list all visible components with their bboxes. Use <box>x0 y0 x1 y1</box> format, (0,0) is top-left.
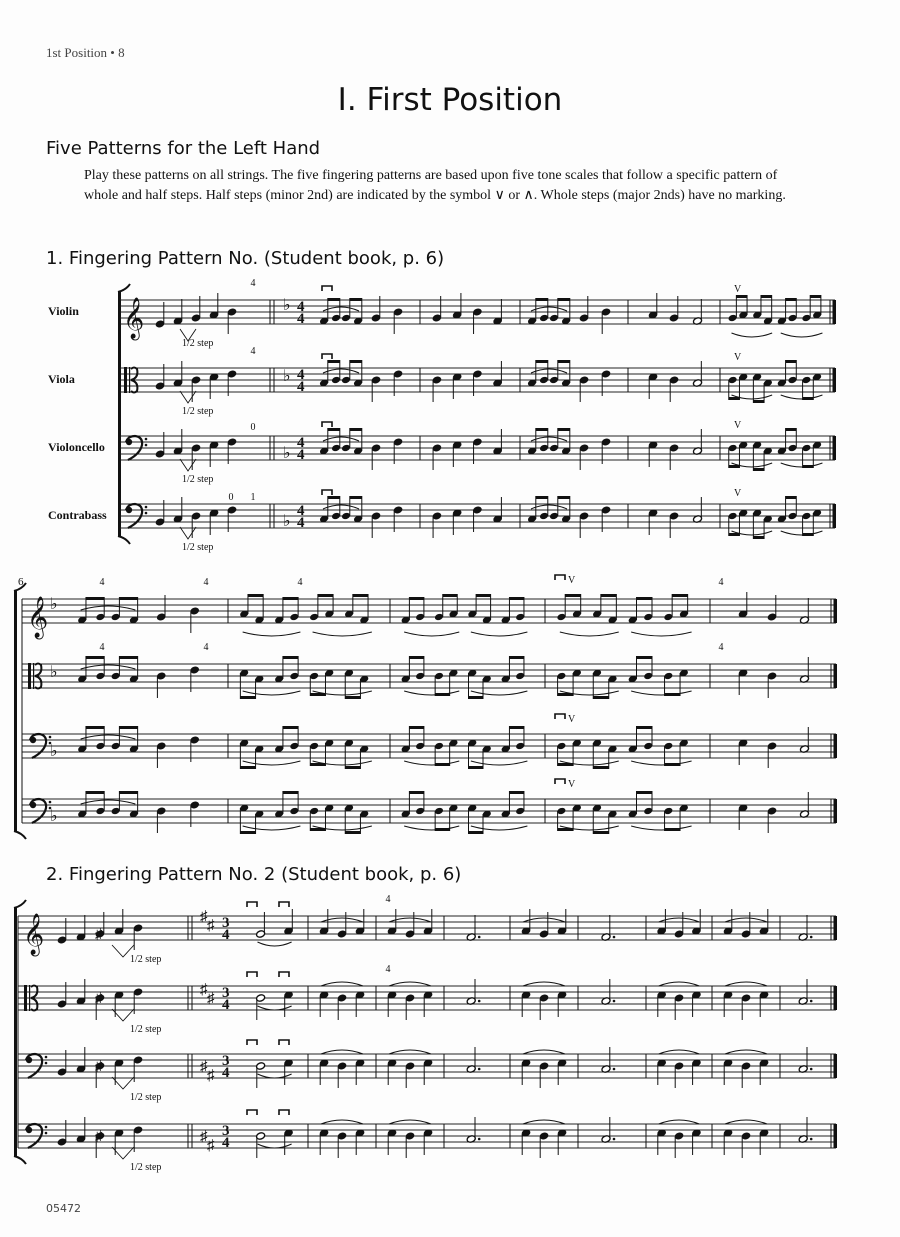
beam <box>786 428 797 431</box>
bracket-cap-top <box>118 284 130 292</box>
time-signature-bottom: 4 <box>222 1065 230 1081</box>
instrument-label-violoncello: Violoncello <box>48 440 105 454</box>
key-signature-sharp: ♯ <box>95 927 103 943</box>
half-step-label: 1/2 step <box>130 1162 162 1173</box>
dot <box>478 1068 481 1071</box>
key-signature-sharp: ♯ <box>207 1138 215 1154</box>
dot <box>478 936 481 939</box>
beam <box>409 791 424 794</box>
beam <box>593 696 609 699</box>
bracket-cap-bottom <box>14 831 26 839</box>
up-bow: V <box>568 779 576 790</box>
beam <box>283 656 298 659</box>
beam <box>786 360 797 363</box>
half-step-symbol-up: ∧ <box>523 187 534 203</box>
instrument-label-viola: Viola <box>48 372 75 386</box>
beam <box>509 726 524 729</box>
fingering: 0 <box>250 422 256 433</box>
slur <box>404 691 459 695</box>
time-signature-bottom: 4 <box>297 311 305 327</box>
slur <box>725 982 767 986</box>
dot <box>810 936 813 939</box>
slur <box>389 1050 431 1054</box>
slur <box>781 531 823 535</box>
slur <box>725 1120 767 1124</box>
slur <box>523 1050 565 1054</box>
slur <box>404 632 459 636</box>
slur <box>323 369 359 373</box>
time-signature-top: 4 <box>297 299 305 315</box>
slur <box>81 800 136 804</box>
key-signature-flat: ♭ <box>283 513 291 530</box>
beam <box>593 831 609 834</box>
beam <box>86 726 104 729</box>
slur <box>631 632 691 636</box>
slur <box>560 632 619 636</box>
down-bow <box>322 354 332 359</box>
half-step-label: 1/2 step <box>130 954 162 965</box>
beam <box>536 496 548 499</box>
dot <box>613 1000 616 1003</box>
down-bow <box>279 972 289 977</box>
time-signature-top: 4 <box>297 367 305 383</box>
beam <box>753 400 764 403</box>
time-signature-bottom: 4 <box>222 1135 230 1151</box>
beam <box>509 656 524 659</box>
beam <box>469 766 484 769</box>
fingering: 4 <box>99 577 105 588</box>
fingering: 4 <box>250 346 256 357</box>
fingering: 4 <box>385 894 391 905</box>
beam <box>637 726 653 729</box>
fingering: 4 <box>297 577 303 588</box>
fingering: 4 <box>385 964 391 975</box>
beam <box>283 597 298 600</box>
beam <box>353 594 368 597</box>
bracket-cap-bottom <box>118 536 130 544</box>
dot <box>613 1068 616 1071</box>
final-barline-thick <box>834 599 838 623</box>
up-bow: V <box>568 714 576 725</box>
beam <box>409 726 424 729</box>
slur <box>631 761 691 765</box>
beam <box>786 298 797 301</box>
up-bow: V <box>734 488 742 499</box>
slur <box>471 691 528 695</box>
slur <box>531 369 567 373</box>
slur <box>81 735 136 739</box>
beam <box>240 766 255 769</box>
beam <box>328 428 340 431</box>
down-bow <box>555 779 565 784</box>
alto-clef <box>129 367 130 393</box>
bass-clef <box>145 506 148 509</box>
bass-clef <box>45 1062 48 1065</box>
down-bow <box>247 902 257 907</box>
beam <box>753 468 764 471</box>
key-signature-sharp: ♯ <box>200 982 208 998</box>
dot <box>478 1138 481 1141</box>
slur <box>523 1120 565 1124</box>
final-barline-thick <box>834 1124 838 1148</box>
up-bow: V <box>734 420 742 431</box>
beam <box>558 496 570 499</box>
slur <box>531 307 567 311</box>
bass-clef <box>145 512 148 515</box>
half-step-label: 1/2 step <box>182 542 214 553</box>
half-step-label: 1/2 step <box>130 1092 162 1103</box>
key-signature-flat: ♭ <box>50 808 58 825</box>
bracket-cap-bottom <box>14 1156 26 1164</box>
beam <box>119 791 137 794</box>
time-signature-top: 4 <box>297 503 305 519</box>
bass-clef <box>49 801 52 804</box>
up-bow: V <box>734 284 742 295</box>
key-signature-flat: ♭ <box>50 664 58 681</box>
slur <box>321 982 363 986</box>
catalog-code: 05472 <box>46 1202 81 1215</box>
beam <box>283 726 298 729</box>
slur <box>471 632 528 636</box>
measure-number: 6 <box>18 576 24 588</box>
slur <box>258 1006 292 1010</box>
beam <box>536 360 548 363</box>
down-bow <box>247 1040 257 1045</box>
time-signature-top: 3 <box>222 915 230 931</box>
intro-text-a: Play these patterns on all strings. The five fingering patterns are based upon five tone scales that follow a specific pattern of whole and half steps. Half steps (minor 2nd) are indicated by the symbol <box>84 168 778 203</box>
bracket-cap-top <box>14 900 26 908</box>
section-subtitle: Five Patterns for the Left Hand <box>46 138 321 159</box>
half-step-mark <box>180 391 196 403</box>
half-step-label: 1/2 step <box>182 338 214 349</box>
beam <box>409 597 424 600</box>
bass-clef <box>45 1056 48 1059</box>
key-signature-sharp: ♯ <box>95 1129 103 1145</box>
slur <box>523 982 565 986</box>
system-bracket <box>14 908 17 1156</box>
up-bow: V <box>568 575 576 586</box>
beam <box>786 496 797 499</box>
beam <box>240 696 255 699</box>
down-bow <box>279 1110 289 1115</box>
final-barline-thick <box>833 368 837 392</box>
intro-text-b: . Whole steps (major 2nds) have no marking. <box>533 187 786 203</box>
down-bow <box>322 490 332 495</box>
key-signature-flat: ♭ <box>283 445 291 462</box>
intro-text-mid: or <box>504 187 524 203</box>
beam <box>736 295 747 298</box>
time-signature-top: 3 <box>222 1053 230 1069</box>
slur <box>389 1120 431 1124</box>
beam <box>345 831 360 834</box>
key-signature-flat: ♭ <box>283 297 291 314</box>
beam <box>240 831 255 834</box>
slur <box>471 761 528 765</box>
alto-clef <box>124 367 127 393</box>
bass-clef <box>145 444 148 447</box>
slur <box>243 761 301 765</box>
beam <box>283 791 298 794</box>
beam <box>637 791 653 794</box>
slur <box>323 437 359 441</box>
slur <box>531 437 567 441</box>
key-signature-sharp: ♯ <box>207 1068 215 1084</box>
down-bow <box>279 1040 289 1045</box>
running-head: 1st Position • 8 <box>46 45 125 60</box>
slur <box>321 1050 363 1054</box>
slur <box>659 982 700 986</box>
slur <box>258 942 292 946</box>
fingering: 1 <box>250 492 256 503</box>
beam <box>469 831 484 834</box>
chapter-title: I. First Position <box>337 82 563 118</box>
fingering: 4 <box>250 278 256 289</box>
alto-clef <box>28 663 31 689</box>
slur <box>258 1074 292 1078</box>
dot <box>810 1000 813 1003</box>
bass-clef <box>145 438 148 441</box>
beam <box>509 791 524 794</box>
beam <box>536 298 548 301</box>
fingering: 4 <box>203 642 209 653</box>
beam <box>328 360 340 363</box>
dot <box>810 1068 813 1071</box>
beam <box>350 298 362 301</box>
slur <box>781 395 823 399</box>
instrument-label-contrabass: Contrabass <box>48 508 107 522</box>
slur <box>471 826 528 830</box>
beam <box>86 656 104 659</box>
bass-clef <box>45 1126 48 1129</box>
beam <box>509 597 524 600</box>
down-bow <box>322 286 332 291</box>
beam <box>350 496 362 499</box>
beam <box>350 360 362 363</box>
section-heading-1: 1. Fingering Pattern No. (Student book, p. 6) <box>46 248 445 269</box>
key-signature-flat: ♭ <box>50 596 58 613</box>
slur <box>659 918 700 922</box>
time-signature-top: 4 <box>297 435 305 451</box>
fingering: 4 <box>99 642 105 653</box>
beam <box>248 594 263 597</box>
down-bow <box>247 1110 257 1115</box>
slur <box>781 463 823 467</box>
slur <box>389 982 431 986</box>
treble-clef: 𝄞 <box>23 914 45 954</box>
beam <box>558 298 570 301</box>
alto-clef <box>33 663 34 689</box>
slur <box>659 1120 700 1124</box>
down-bow <box>555 714 565 719</box>
treble-clef: 𝄞 <box>27 597 49 637</box>
beam <box>318 594 333 597</box>
alto-clef <box>29 985 30 1011</box>
slur <box>531 505 567 509</box>
treble-clef: 𝄞 <box>123 298 145 338</box>
beam <box>593 766 609 769</box>
slur <box>404 761 459 765</box>
beam <box>536 428 548 431</box>
dot <box>613 936 616 939</box>
alto-clef <box>24 985 27 1011</box>
half-step-mark <box>180 459 196 471</box>
bass-clef <box>45 1132 48 1135</box>
key-signature-sharp: ♯ <box>207 991 215 1007</box>
time-signature-top: 3 <box>222 985 230 1001</box>
final-barline-thick <box>834 1054 838 1078</box>
beam <box>601 594 617 597</box>
fingering: 4 <box>718 577 724 588</box>
slur <box>631 826 691 830</box>
beam <box>328 496 340 499</box>
beam <box>558 428 570 431</box>
time-signature-bottom: 4 <box>222 997 230 1013</box>
beam <box>119 597 137 600</box>
time-signature-bottom: 4 <box>297 515 305 531</box>
beam <box>753 536 764 539</box>
slur <box>404 826 459 830</box>
final-barline-thick <box>833 436 837 460</box>
key-signature-sharp: ♯ <box>200 1129 208 1145</box>
key-signature-sharp: ♯ <box>200 909 208 925</box>
beam <box>86 597 104 600</box>
down-bow <box>279 902 289 907</box>
beam <box>119 656 137 659</box>
beam <box>637 656 653 659</box>
bass-clef <box>49 736 52 739</box>
slur <box>243 826 301 830</box>
beam <box>476 594 491 597</box>
final-barline-thick <box>834 916 838 940</box>
slur <box>321 1120 363 1124</box>
half-step-label: 1/2 step <box>130 1024 162 1035</box>
half-step-label: 1/2 step <box>182 474 214 485</box>
beam <box>443 594 458 597</box>
slur <box>631 691 691 695</box>
final-barline-thick <box>833 300 837 324</box>
system-bracket <box>14 591 17 831</box>
time-signature-bottom: 4 <box>297 447 305 463</box>
slur <box>313 632 372 636</box>
key-signature-sharp: ♯ <box>95 991 103 1007</box>
section-heading-2: 2. Fingering Pattern No. 2 (Student book, p. 6) <box>46 864 462 885</box>
key-signature-sharp: ♯ <box>200 1059 208 1075</box>
beam <box>810 295 821 298</box>
beam <box>409 656 424 659</box>
slur <box>781 333 823 337</box>
slur <box>81 606 136 610</box>
fingering: 4 <box>718 642 724 653</box>
time-signature-bottom: 4 <box>222 927 230 943</box>
slur <box>323 505 359 509</box>
beam <box>350 428 362 431</box>
slur <box>243 632 301 636</box>
down-bow <box>555 575 565 580</box>
slur <box>243 691 301 695</box>
beam <box>558 360 570 363</box>
slur <box>725 1050 767 1054</box>
slur <box>258 1144 292 1148</box>
half-step-label: 1/2 step <box>182 406 214 417</box>
beam <box>119 726 137 729</box>
beam <box>345 766 360 769</box>
key-signature-sharp: ♯ <box>207 918 215 934</box>
slur <box>323 307 359 311</box>
beam <box>86 791 104 794</box>
time-signature-top: 3 <box>222 1123 230 1139</box>
final-barline-thick <box>833 504 837 528</box>
beam <box>761 295 772 298</box>
key-signature-flat: ♭ <box>283 368 291 385</box>
slur <box>731 333 772 337</box>
beam <box>637 597 653 600</box>
down-bow <box>322 422 332 427</box>
dot <box>478 1000 481 1003</box>
beam <box>672 594 688 597</box>
key-signature-flat: ♭ <box>50 743 58 760</box>
up-bow: V <box>734 352 742 363</box>
dot <box>613 1138 616 1141</box>
beam <box>328 298 340 301</box>
dot <box>810 1138 813 1141</box>
beam <box>565 594 581 597</box>
fingering: 4 <box>203 577 209 588</box>
half-step-symbol-down: ∨ <box>494 187 505 203</box>
final-barline-thick <box>834 664 838 688</box>
beam <box>345 696 360 699</box>
final-barline-thick <box>834 799 838 823</box>
down-bow <box>247 972 257 977</box>
instrument-label-violin: Violin <box>48 304 79 318</box>
time-signature-bottom: 4 <box>297 379 305 395</box>
beam <box>469 696 484 699</box>
key-signature-sharp: ♯ <box>95 1059 103 1075</box>
half-step-mark <box>180 527 196 539</box>
slur <box>659 1050 700 1054</box>
fingering: 0 <box>228 492 234 503</box>
final-barline-thick <box>834 734 838 758</box>
final-barline-thick <box>834 986 838 1010</box>
slur <box>81 665 136 669</box>
